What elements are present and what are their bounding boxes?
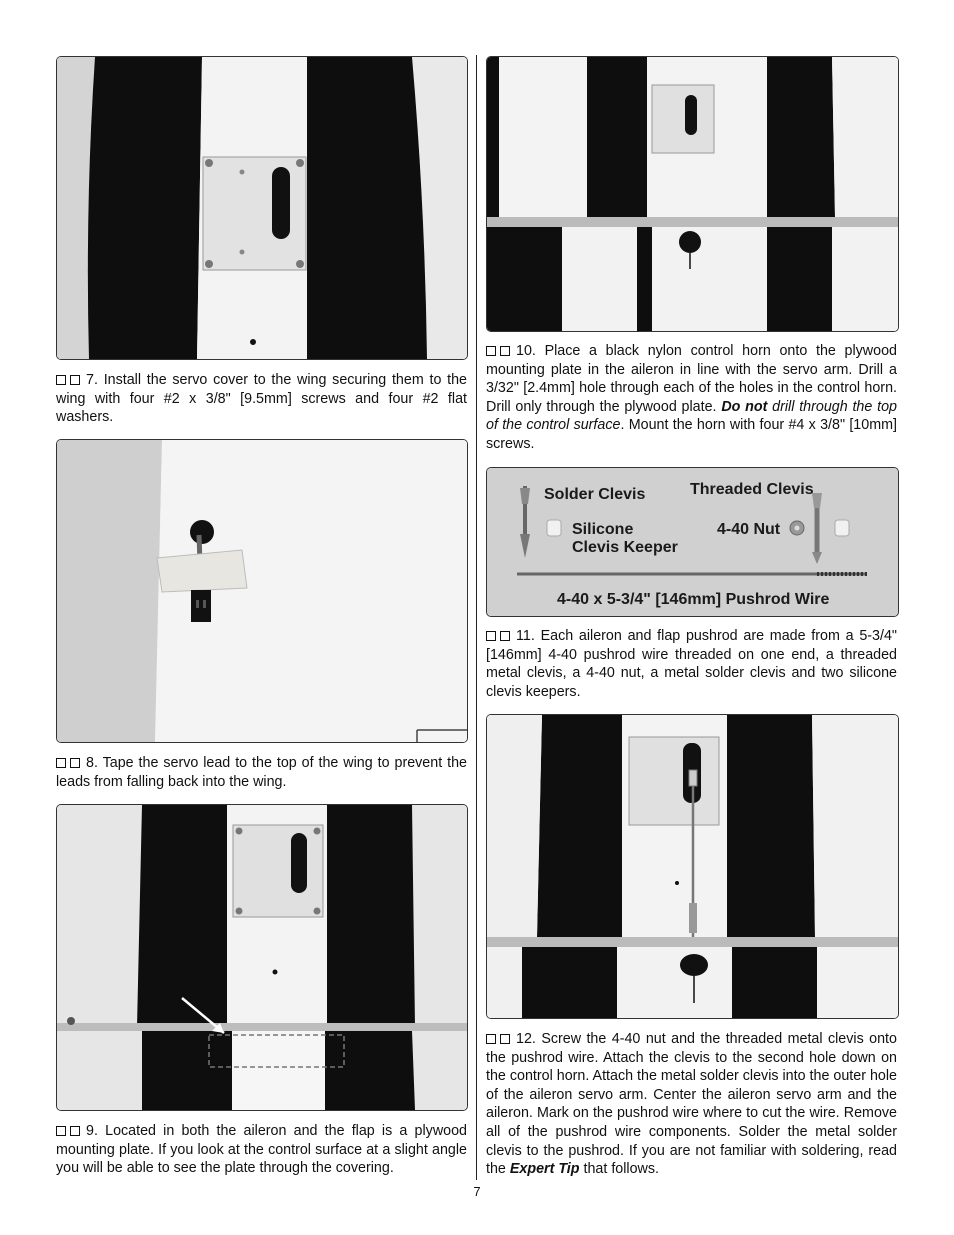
step-number: 10. (516, 343, 536, 359)
step-text-end: . Mount the horn with four #4 x 3/8" [10mm] screws. (486, 417, 897, 452)
checkbox-icon[interactable] (70, 758, 80, 768)
checkbox-icon[interactable] (500, 631, 510, 641)
checkbox-icon[interactable] (70, 375, 80, 385)
step-text: Screw the 4-40 nut and the threaded metal clevis onto the pushrod wire. Attach the clevis to the second hole down on the control horn. Attach the metal solder clevis into the outer hole of the aileron servo arm. Center the aileron servo arm and the aileron. Mark on the pushrod wire where to cut the wire. Remove all of the pushrod wire components. Solder the metal solder clevis to the pushrod. If you are not familiar with soldering, read the (486, 1031, 897, 1178)
photo-pushrod-installed (486, 714, 899, 1019)
step-number: 7. (86, 372, 98, 388)
photo-taped-servo-lead (56, 439, 468, 743)
column-divider (476, 55, 477, 1180)
photo-control-horn (486, 56, 899, 332)
checkbox-icon[interactable] (56, 375, 66, 385)
label-solder-clevis: Solder Clevis (544, 486, 646, 503)
step-7 (56, 371, 467, 427)
step-emphasis: Do not (721, 398, 768, 415)
checkbox-icon[interactable] (70, 1126, 80, 1136)
label-pushrod-wire: 4-40 x 5-3/4" [146mm] Pushrod Wire (557, 591, 830, 608)
photo-plywood-plate (56, 804, 468, 1111)
checkbox-icon[interactable] (500, 346, 510, 356)
step-11 (486, 627, 897, 701)
checkbox-icon[interactable] (56, 1126, 66, 1136)
step-number: 8. (86, 755, 98, 771)
step-10 (486, 342, 897, 454)
step-text: Install the servo cover to the wing securing them to the wing with four #2 x 3/8" [9.5mm] screws and four #2 flat washers. (56, 372, 468, 426)
step-text: Each aileron and flap pushrod are made from a 5-3/4" [146mm] 4-40 pushrod wire threaded on one end, a threaded metal clevis, a 4-40 nut, a metal solder clevis and two silicone clevis keepers. (486, 628, 897, 700)
step-8 (56, 754, 467, 791)
checkbox-icon[interactable] (500, 1034, 510, 1044)
page-number: 7 (473, 1184, 481, 1199)
photo-servo-cover (56, 56, 468, 360)
step-text: Tape the servo lead to the top of the wing to prevent the leads from falling back into the wing. (56, 755, 467, 790)
label-clevis-keeper: Clevis Keeper (572, 539, 678, 556)
step-italic: drill through the top of the control surface (486, 398, 897, 434)
label-threaded-clevis: Threaded Clevis (690, 481, 814, 498)
checkbox-icon[interactable] (486, 346, 496, 356)
step-text-end: that follows. (583, 1161, 659, 1178)
step-12 (486, 1030, 897, 1179)
photo-pushrod-parts (486, 467, 899, 617)
step-number: 9. (86, 1123, 98, 1139)
step-number: 12. (516, 1031, 536, 1047)
step-number: 11. (516, 628, 535, 644)
step-text: Located in both the aileron and the flap is a plywood mounting plate. If you look at the control surface at a slight angle you will be able to see the plate through the covering. (56, 1123, 467, 1177)
checkbox-icon[interactable] (486, 1034, 496, 1044)
label-nut: 4-40 Nut (717, 521, 781, 538)
step-9 (56, 1122, 467, 1178)
step-text: Place a black nylon control horn onto the plywood mounting plate in the aileron in line with the servo arm. Drill a 3/32" [2.4mm] hole through each of the holes in the control horn. Drill only through the plywood plate. (486, 343, 897, 415)
checkbox-icon[interactable] (486, 631, 496, 641)
step-emphasis: Expert Tip (509, 1161, 580, 1178)
checkbox-icon[interactable] (56, 758, 66, 768)
label-silicone: Silicone (572, 521, 634, 538)
